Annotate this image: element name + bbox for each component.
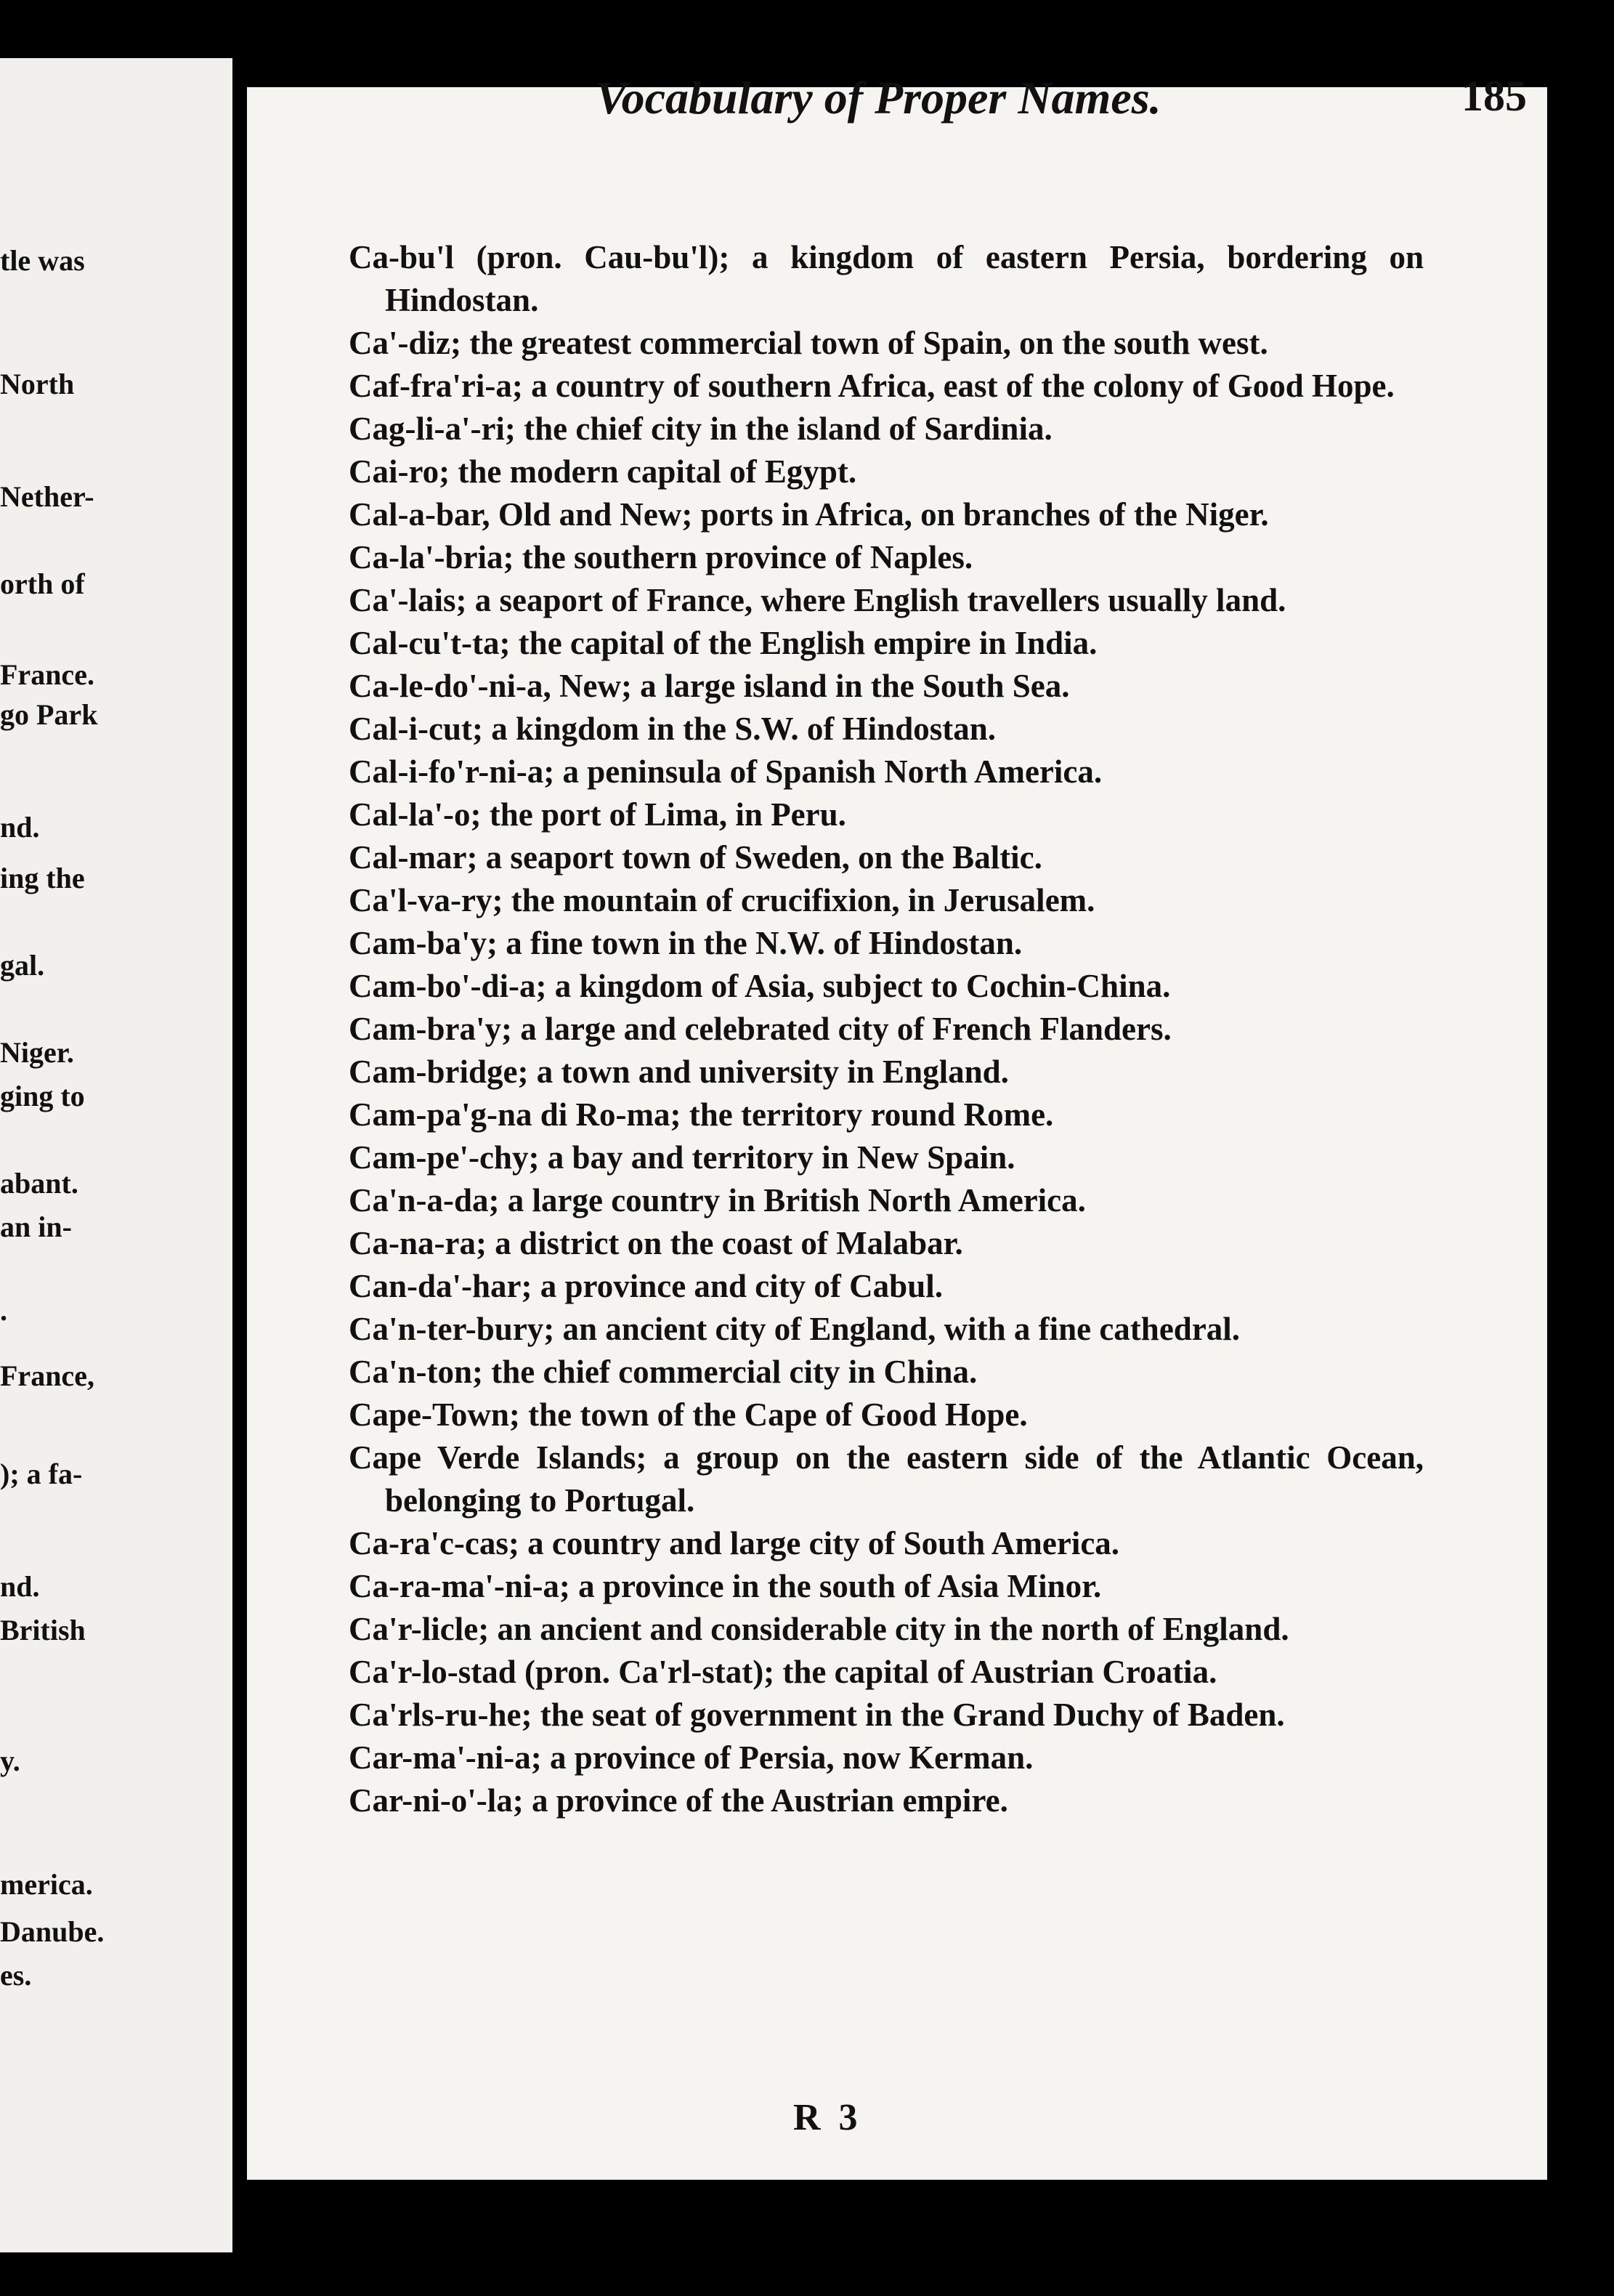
vocabulary-entry: Ca-la'-bria; the southern province of Naples. bbox=[349, 539, 973, 575]
left-page-line: orth of bbox=[0, 567, 85, 600]
left-page-line: es. bbox=[0, 1959, 32, 1992]
vocabulary-entry: Cam-bra'y; a large and celebrated city of French Flanders. bbox=[349, 1011, 1172, 1047]
left-page-line: abant. bbox=[0, 1167, 78, 1200]
vocabulary-entry: Cal-cu't-ta; the capital of the English empire in India. bbox=[349, 625, 1098, 661]
vocabulary-entry: Cal-la'-o; the port of Lima, in Peru. bbox=[349, 796, 846, 833]
left-page-line: British bbox=[0, 1614, 86, 1646]
left-page-line: an in- bbox=[0, 1210, 72, 1243]
left-page-line: Nether- bbox=[0, 480, 94, 513]
vocabulary-entry: Cam-pa'g-na di Ro-ma; the territory round Rome. bbox=[349, 1096, 1054, 1133]
vocabulary-entry: Ca'rls-ru-he; the seat of government in the Grand Duchy of Baden. bbox=[349, 1697, 1285, 1733]
vocabulary-entry: Ca-bu'l (pron. Cau-bu'l); a kingdom of eastern Persia, bordering on Hindostan. bbox=[349, 239, 1424, 318]
left-page-line: ); a fa- bbox=[0, 1458, 83, 1490]
vocabulary-entry: Ca'l-va-ry; the mountain of crucifixion, in Jerusalem. bbox=[349, 882, 1095, 918]
left-page-line: ing the bbox=[0, 862, 85, 894]
vocabulary-entry: Ca'-lais; a seaport of France, where English travellers usually land. bbox=[349, 582, 1286, 618]
left-page-line: nd. bbox=[0, 811, 40, 844]
left-page-line: France, bbox=[0, 1359, 94, 1392]
vocabulary-entry: Cag-li-a'-ri; the chief city in the island of Sardinia. bbox=[349, 411, 1053, 447]
page-gutter bbox=[232, 44, 247, 2267]
vocabulary-entry: Cai-ro; the modern capital of Egypt. bbox=[349, 453, 857, 490]
vocabulary-entry: Cal-mar; a seaport town of Sweden, on the Baltic. bbox=[349, 839, 1042, 876]
vocabulary-entry: Ca'-diz; the greatest commercial town of Spain, on the south west. bbox=[349, 325, 1268, 361]
vocabulary-entry: Ca'n-ton; the chief commercial city in China. bbox=[349, 1354, 978, 1390]
left-page-line: go Park bbox=[0, 698, 98, 731]
vocabulary-entry: Cam-bo'-di-a; a kingdom of Asia, subject to Cochin-China. bbox=[349, 968, 1171, 1004]
vocabulary-entry: Cape Verde Islands; a group on the eastern side of the Atlantic Ocean, belonging to Portugal. bbox=[349, 1439, 1424, 1519]
vocabulary-entries bbox=[349, 236, 1424, 1822]
page-number: 185 bbox=[1461, 72, 1527, 120]
vocabulary-entry: Cam-ba'y; a fine town in the N.W. of Hindostan. bbox=[349, 925, 1023, 961]
left-page-line: Niger. bbox=[0, 1036, 74, 1069]
vocabulary-entry: Caf-fra'ri-a; a country of southern Africa, east of the colony of Good Hope. bbox=[349, 368, 1395, 404]
left-page-line: France. bbox=[0, 658, 94, 691]
vocabulary-entry: Cal-i-fo'r-ni-a; a peninsula of Spanish North America. bbox=[349, 753, 1103, 790]
vocabulary-entry: Cal-i-cut; a kingdom in the S.W. of Hindostan. bbox=[349, 711, 996, 747]
vocabulary-entry: Ca-ra'c-cas; a country and large city of South America. bbox=[349, 1525, 1120, 1561]
vocabulary-entry: Car-ni-o'-la; a province of the Austrian empire. bbox=[349, 1782, 1008, 1819]
left-page-line: . bbox=[0, 1294, 7, 1327]
left-page-line: y. bbox=[0, 1745, 20, 1777]
left-page-line: ging to bbox=[0, 1080, 85, 1112]
left-page-line: North bbox=[0, 368, 75, 400]
running-title: Vocabulary of Proper Names. bbox=[596, 72, 1161, 124]
vocabulary-entry: Cal-a-bar, Old and New; ports in Africa, on branches of the Niger. bbox=[349, 496, 1269, 533]
vocabulary-entry: Cam-pe'-chy; a bay and territory in New Spain. bbox=[349, 1139, 1015, 1176]
vocabulary-entry: Can-da'-har; a province and city of Cabul. bbox=[349, 1268, 943, 1304]
left-page-fragment bbox=[0, 58, 232, 2252]
vocabulary-entry: Cam-bridge; a town and university in England. bbox=[349, 1054, 1009, 1090]
page-header bbox=[349, 71, 1527, 129]
vocabulary-entry: Ca'n-ter-bury; an ancient city of England, with a fine cathedral. bbox=[349, 1311, 1241, 1347]
vocabulary-entry: Ca-na-ra; a district on the coast of Malabar. bbox=[349, 1225, 963, 1261]
vocabulary-entry: Cape-Town; the town of the Cape of Good Hope. bbox=[349, 1396, 1028, 1433]
vocabulary-entry: Ca'r-lo-stad (pron. Ca'rl-stat); the capital of Austrian Croatia. bbox=[349, 1654, 1217, 1690]
signature-mark: R 3 bbox=[793, 2097, 862, 2138]
left-page-line: Danube. bbox=[0, 1915, 105, 1948]
vocabulary-entry: Ca-le-do'-ni-a, New; a large island in the South Sea. bbox=[349, 668, 1070, 704]
vocabulary-entry: Ca'n-a-da; a large country in British North America. bbox=[349, 1182, 1086, 1218]
vocabulary-entry: Car-ma'-ni-a; a province of Persia, now Kerman. bbox=[349, 1739, 1034, 1776]
left-page-line: merica. bbox=[0, 1868, 93, 1901]
vocabulary-entry: Ca'r-licle; an ancient and considerable city in the north of England. bbox=[349, 1611, 1289, 1647]
left-page-line: nd. bbox=[0, 1570, 40, 1603]
vocabulary-entry: Ca-ra-ma'-ni-a; a province in the south of Asia Minor. bbox=[349, 1568, 1102, 1604]
left-page-line: gal. bbox=[0, 949, 45, 982]
left-page-line: tle was bbox=[0, 244, 85, 277]
